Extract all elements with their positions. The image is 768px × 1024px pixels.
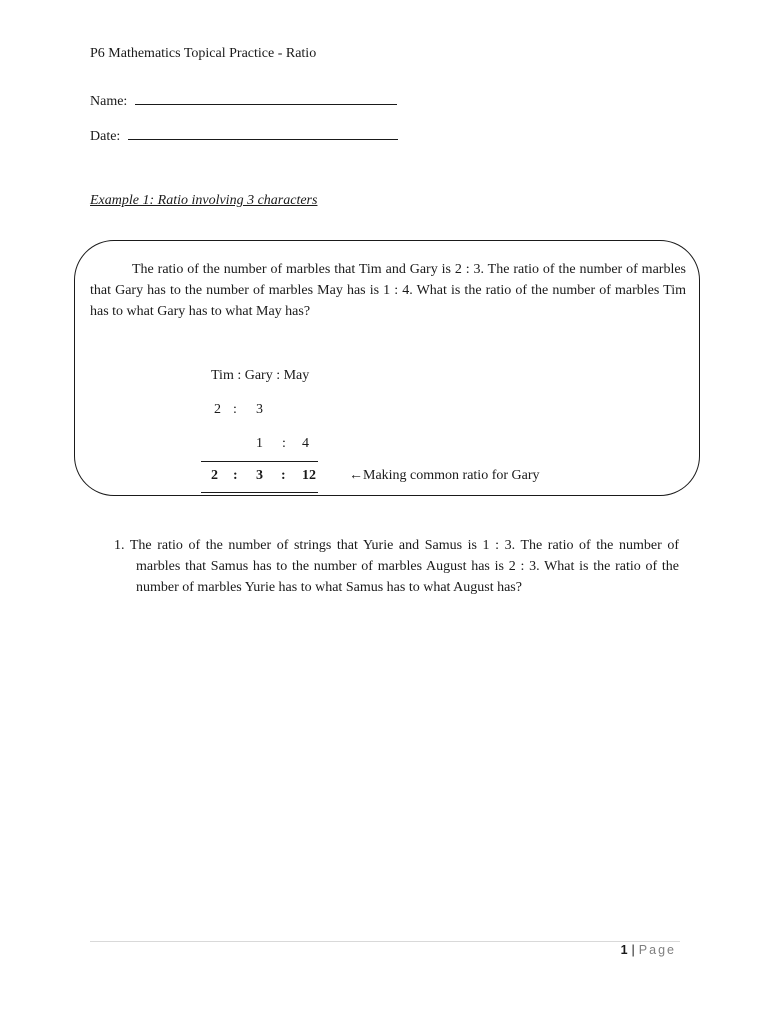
question-1-number: 1. (114, 538, 125, 553)
date-field-row (90, 127, 398, 145)
working-row1-tim: 2 (214, 402, 221, 417)
working-row1-gary: 3 (256, 402, 263, 417)
working-result-tim: 2 (211, 468, 218, 483)
name-label: Name: (90, 94, 128, 109)
name-field-row (90, 92, 397, 110)
working-row1-colon: : (233, 402, 237, 417)
left-arrow-icon: ← (349, 468, 363, 483)
page-number: 1 (620, 943, 628, 957)
question-1-text: The ratio of the number of strings that Yurie and Samus is 1 : 3. The ratio of the number of marbles that Samus has to the number of marbles August has is 2 : 3. What is the ratio of the number of marbles Yurie has to what Samus has to what August has? (129, 538, 680, 595)
working-bottom-rule (201, 492, 318, 493)
working-result-colon1: : (233, 468, 238, 483)
working-row2-may: 4 (302, 436, 309, 451)
working-note-text: Making common ratio for Gary (363, 468, 540, 483)
working-top-rule (201, 461, 318, 462)
footer-rule (90, 941, 680, 942)
date-label: Date: (90, 129, 121, 144)
working-result-may: 12 (302, 468, 316, 483)
working-row2-gary: 1 (256, 436, 263, 451)
example-heading: Example 1: Ratio involving 3 characters (90, 193, 318, 208)
page-title: P6 Mathematics Topical Practice - Ratio (90, 46, 317, 61)
working-row2-colon: : (282, 436, 286, 451)
question-1 (114, 535, 679, 598)
date-blank-line[interactable] (128, 127, 398, 140)
working-result-gary: 3 (256, 468, 263, 483)
footer-separator: | (631, 943, 635, 957)
working-note (349, 468, 540, 484)
name-blank-line[interactable] (135, 92, 397, 105)
working-header: Tim : Gary : May (211, 368, 310, 383)
example-problem-text: The ratio of the number of marbles that Tim and Gary is 2 : 3. The ratio of the number of marbles that Gary has to the number of marbles May has is 1 : 4. What is the ratio of the number of marbles Tim has to what Gary has to what May has? (90, 262, 686, 319)
page-label: Page (638, 943, 676, 957)
working-result-colon2: : (281, 468, 286, 483)
page-footer (621, 943, 676, 957)
